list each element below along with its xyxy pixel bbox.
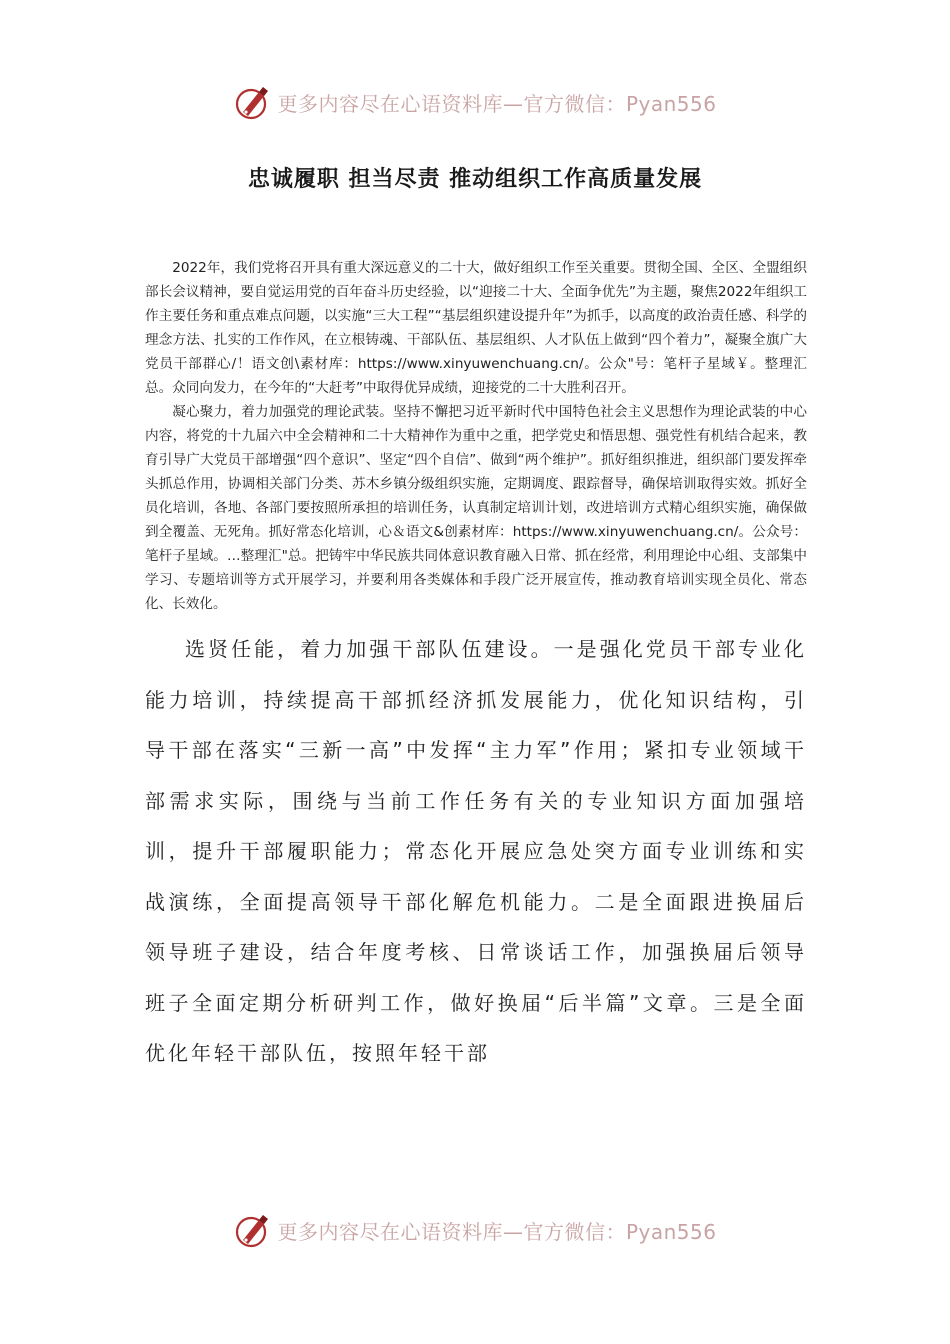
pen-nib-logo-icon <box>233 82 273 122</box>
document-body <box>145 256 807 1079</box>
document-title: 忠诚履职 担当尽责 推动组织工作高质量发展 <box>247 167 703 192</box>
pen-nib-logo-icon <box>233 1210 273 1250</box>
header-banner <box>0 80 950 124</box>
paragraph-theory: 凝心聚力，着力加强党的理论武装。坚持不懈把习近平新时代中国特色社会主义思想作为理论武装的中心内容，将党的十九届六中全会精神和二十大精神作为重中之重，把学党史和悟思想、强党性有机结合起来，教育引导广大党员干部增强“四个意识”、坚定“四个自信”、做到“两个维护”。抓好组织推进，组织部门要发挥牵头抓总作用，协调相关部门分类、苏木乡镇分级组织实施，定期调度、跟踪督导，确保培训取得实效。抓好全员化培训，各地、各部门要按照所承担的培训任务，认真制定培训计划，改进培训方式精心组织实施，确保做到全覆盖、无死角。抓好常态化培训，心＆语文&创素材库：https://www.xinyuwenchuang.cn/。公众号：笔杆子星域。…整理汇"总。把铸牢中华民族共同体意识教育融入日常、抓在经常，利用理论中心组、支部集中学习、专题培训等方式开展学习，并要利用各类媒体和手段广泛开展宣传，推动教育培训实现全员化、常态化、长效化。 <box>145 404 807 612</box>
paragraph-cadre: 选贤任能，着力加强干部队伍建设。一是强化党员干部专业化能力培训，持续提高干部抓经济抓发展能力，优化知识结构，引导干部在落实“三新一高”中发挥“主力军”作用；紧扣专业领域干部需求实际，围绕与当前工作任务有关的专业知识方面加强培训，提升干部履职能力；常态化开展应急处突方面专业训练和实战演练，全面提高领导干部化解危机能力。二是全面跟进换届后领导班子建设，结合年度考核、日常谈话工作，加强换届后领导班子全面定期分析研判工作，做好换届“后半篇”文章。三是全面优化年轻干部队伍，按照年轻干部 <box>145 637 807 1065</box>
header-banner-text: 更多内容尽在心语资料库—官方微信：Pyan556 <box>277 91 717 116</box>
paragraph-intro: 2022年，我们党将召开具有重大深远意义的二十大，做好组织工作至关重要。贯彻全国、全区、全盟组织部长会议精神，要自觉运用党的百年奋斗历史经验，以“迎接二十大、全面争优先”为主题，聚焦2022年组织工作主要任务和重点难点问题，以实施“三大工程”“基层组织建设提升年”为抓手，以高度的政治责任感、科学的理念方法、扎实的工作作风，在立根铸魂、干部队伍、基层组织、人才队伍上做到“四个着力”，凝聚全旗广大党员干部群心/！语文创\素材库：https://www.xinyuwenchuang.cn/。公众"号：笔杆子星域￥。整理汇总。众同向发力，在今年的“大赶考”中取得优异成绩，迎接党的二十大胜利召开。 <box>145 260 807 396</box>
footer-banner <box>0 1208 950 1252</box>
footer-banner-text: 更多内容尽在心语资料库—官方微信：Pyan556 <box>277 1219 717 1244</box>
